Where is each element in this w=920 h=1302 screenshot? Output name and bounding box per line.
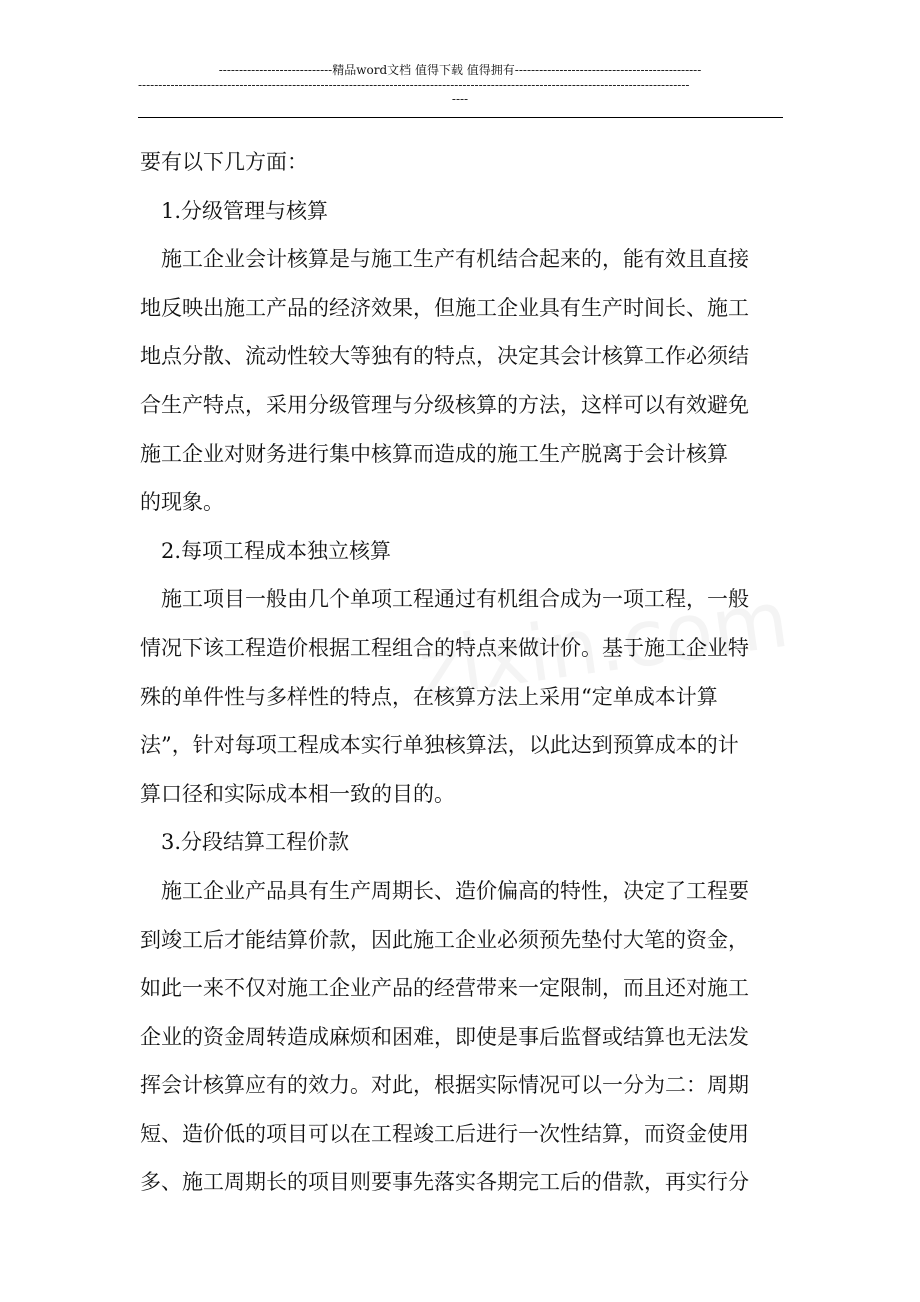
text-line: 法”，针对每项工程成本实行单独核算法，以此达到预算成本的计 xyxy=(140,733,739,758)
text-line: 到竣工后才能结算价款，因此施工企业必须预先垫付大笔的资金， xyxy=(140,927,749,952)
text-line: 合生产特点，采用分级管理与分级核算的方法，这样可以有效避免 xyxy=(140,392,749,417)
text-line: 短、造价低的项目可以在工程竣工后进行一次性结算，而资金使用 xyxy=(140,1121,749,1146)
header-dash-tail: ---- xyxy=(451,92,469,106)
text-line: 的现象。 xyxy=(140,490,224,515)
text-line: 企业的资金周转造成麻烦和困难，即使是事后监督或结算也无法发 xyxy=(140,1024,749,1049)
text-line: 算口径和实际成本相一致的目的。 xyxy=(140,781,455,806)
text-line: 施工企业产品具有生产周期长、造价偏高的特性，决定了工程要 xyxy=(161,878,749,903)
text-line: 情况下该工程造价根据工程组合的特点来做计价。基于施工企业特 xyxy=(140,635,749,660)
document-body xyxy=(140,138,770,1207)
text-line: 施工企业对财务进行集中核算而造成的施工生产脱离于会计核算 xyxy=(140,441,728,466)
section-heading-3: 3.分段结算工程价款 xyxy=(161,830,350,855)
text-line: 殊的单件性与多样性的特点，在核算方法上采用“定单成本计算 xyxy=(140,684,718,709)
text-line: 如此一来不仅对施工企业产品的经营带来一定限制，而且还对施工 xyxy=(140,976,749,1001)
section-heading-2: 2.每项工程成本独立核算 xyxy=(161,538,392,563)
text-line: 多、施工周期长的项目则要事先落实各期完工后的借款，再实行分 xyxy=(140,1170,749,1195)
text-line: 挥会计核算应有的效力。对此，根据实际情况可以一分为二：周期 xyxy=(140,1073,749,1098)
header-banner: ----------------------------精品word文档 值得下载 值得拥有---------------------------------------------- xyxy=(218,63,702,77)
text-line: 施工项目一般由几个单项工程通过有机组合成为一项工程，一般 xyxy=(161,587,749,612)
section-heading-1: 1.分级管理与核算 xyxy=(161,198,329,223)
page-header xyxy=(138,62,782,106)
text-line: 要有以下几方面： xyxy=(140,150,308,174)
header-rule xyxy=(138,117,783,118)
header-dash-line: ---------------------------------------------------------------------------------------------------------------------------------------- xyxy=(138,78,690,92)
text-line: 施工企业会计核算是与施工生产有机结合起来的，能有效且直接 xyxy=(161,247,749,272)
text-line: 地反映出施工产品的经济效果，但施工企业具有生产时间长、施工 xyxy=(140,295,749,320)
text-line: 地点分散、流动性较大等独有的特点，决定其会计核算工作必须结 xyxy=(140,344,749,369)
